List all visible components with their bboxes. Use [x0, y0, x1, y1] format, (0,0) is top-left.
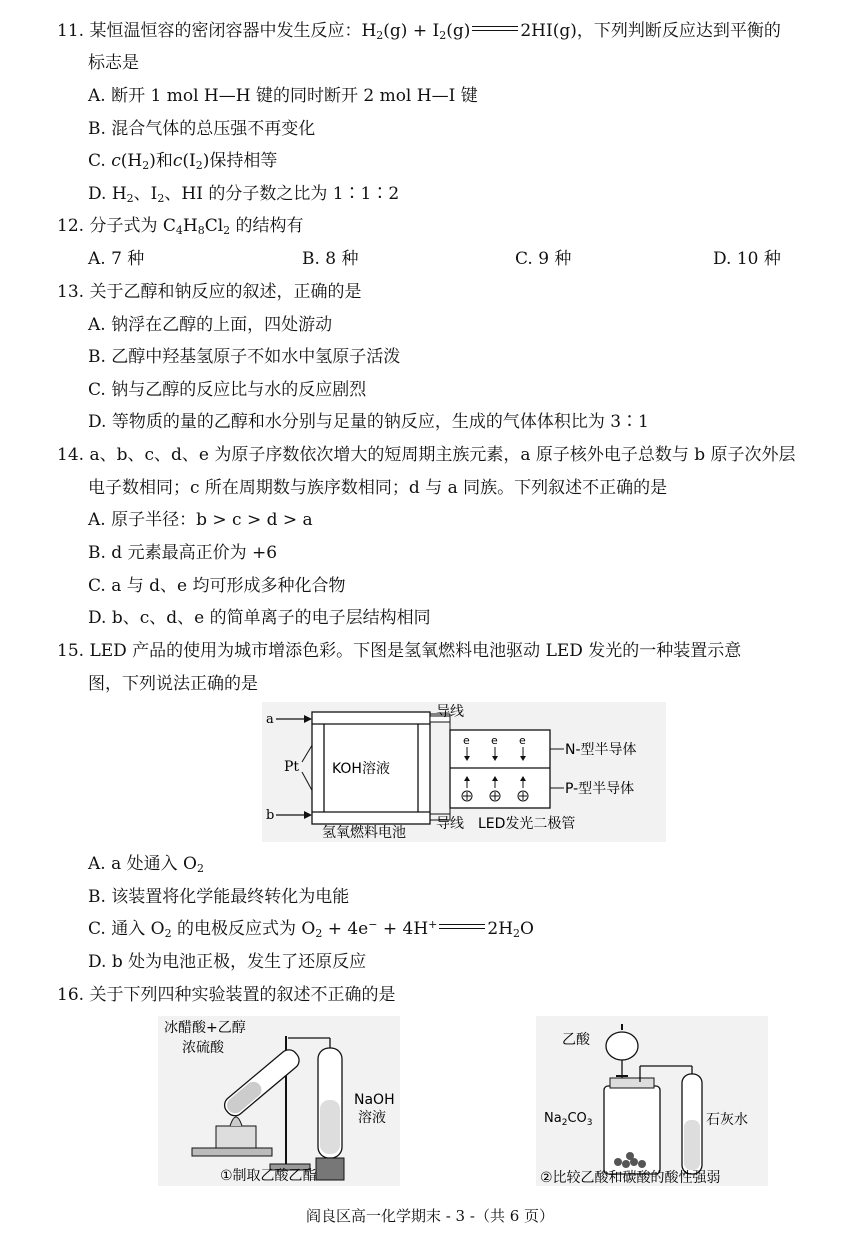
q12-option-d: D. 10 种 — [713, 249, 781, 269]
equilibrium-sign — [472, 26, 518, 32]
acetic-acid-label: 乙酸 — [562, 1032, 590, 1048]
naoh-solution-label: 溶液 — [358, 1110, 386, 1126]
q11-option-a: A. 断开 1 mol H—H 键的同时断开 2 mol H—I 键 — [88, 86, 478, 106]
wire-bottom-label: 导线 — [436, 816, 464, 832]
limewater-label: 石灰水 — [706, 1112, 748, 1128]
q15-stem-cont: 图，下列说法正确的是 — [88, 674, 258, 694]
q12-option-c: C. 9 种 — [515, 249, 572, 269]
q15-stem: 15. LED 产品的使用为城市增添色彩。下图是氢氧燃料电池驱动 LED 发光的一种装置示意 — [57, 641, 742, 661]
na2co3-label: $Na_2CO_3$ — [544, 1111, 593, 1128]
equals-sign — [439, 924, 485, 930]
fuel-cell-led-diagram — [262, 702, 666, 842]
q15-option-a: A. a 处通入 $O_2$ — [88, 854, 204, 875]
q13-option-a: A. 钠浮在乙醇的上面，四处游动 — [88, 315, 333, 335]
p-type-label: P-型半导体 — [565, 781, 635, 797]
reagent-label: 冰醋酸+乙醇 — [164, 1020, 246, 1036]
q15-option-d: D. b 处为电池正极，发生了还原反应 — [88, 952, 367, 972]
inlet-a-label: a — [266, 712, 274, 727]
q11-stem-cont: 标志是 — [88, 53, 139, 73]
q14-option-d: D. b、c、d、e 的简单离子的电子层结构相同 — [88, 608, 431, 628]
figure1-caption: ①制取乙酸乙酯 — [220, 1168, 317, 1184]
q11-option-b: B. 混合气体的总压强不再变化 — [88, 119, 316, 139]
q12-option-a: A. 7 种 — [88, 249, 145, 269]
q13-option-d: D. 等物质的量的乙醇和水分别与足量的钠反应，生成的气体体积比为 3∶1 — [88, 412, 649, 432]
wire-top-label: 导线 — [436, 704, 464, 720]
fuel-cell-label: 氢氧燃料电池 — [322, 825, 406, 841]
q16-stem: 16. 关于下列四种实验装置的叙述不正确的是 — [57, 985, 396, 1005]
q11-option-d: D. $H_2$、$I_2$、HI 的分子数之比为 1∶1∶2 — [88, 184, 400, 205]
q14-option-b: B. d 元素最高正价为 +6 — [88, 543, 278, 563]
q15-option-c: C. 通入 $O_2$ 的电极反应式为 $O_2 + 4e^- + 4H^+$ $2H_2O$ — [88, 918, 534, 940]
q13-option-b: B. 乙醇中羟基氢原子不如水中氢原子活泼 — [88, 347, 401, 367]
q14-stem-cont: 电子数相同；c 所在周期数与族序数相同；d 与 a 同族。下列叙述不正确的是 — [88, 478, 668, 498]
n-type-label: N-型半导体 — [565, 742, 637, 758]
q14-option-a: A. 原子半径：b > c > d > a — [88, 510, 313, 530]
q12-stem: 12. 分子式为 $C_4H_8Cl_2$ 的结构有 — [57, 216, 304, 237]
pt-electrode-label: Pt — [284, 759, 300, 775]
acid-label: 浓硫酸 — [182, 1040, 224, 1056]
naoh-label: NaOH — [354, 1092, 395, 1108]
q13-option-c: C. 钠与乙醇的反应比与水的反应剧烈 — [88, 380, 367, 400]
page-footer: 阎良区高一化学期末 - 3 -（共 6 页） — [305, 1207, 555, 1225]
figure2-caption: ②比较乙酸和碳酸的酸性强弱 — [540, 1170, 721, 1186]
inlet-b-label: b — [266, 808, 275, 823]
q12-option-b: B. 8 种 — [302, 249, 359, 269]
electron-label: e — [491, 734, 498, 747]
led-label: LED发光二极管 — [478, 816, 576, 832]
electron-label: e — [519, 734, 526, 747]
q14-stem: 14. a、b、c、d、e 为原子序数依次增大的短周期主族元素，a 原子核外电子总数与 b 原子次外层 — [57, 445, 796, 465]
electron-label: e — [463, 734, 470, 747]
q11-option-c: C. $c(H_2)$和$c(I_2)$保持相等 — [88, 151, 278, 172]
q13-stem: 13. 关于乙醇和钠反应的叙述，正确的是 — [57, 282, 362, 302]
acid-strength-apparatus — [536, 1016, 768, 1186]
ester-preparation-apparatus — [158, 1016, 400, 1186]
q14-option-c: C. a 与 d、e 均可形成多种化合物 — [88, 576, 346, 596]
koh-label: KOH溶液 — [332, 761, 390, 777]
q15-option-b: B. 该装置将化学能最终转化为电能 — [88, 887, 350, 907]
q11-stem: 11. 某恒温恒容的密闭容器中发生反应：$H_2(g) + I_2(g)$ 2HI(g)，下列判断反应达到平衡的 — [57, 21, 781, 42]
